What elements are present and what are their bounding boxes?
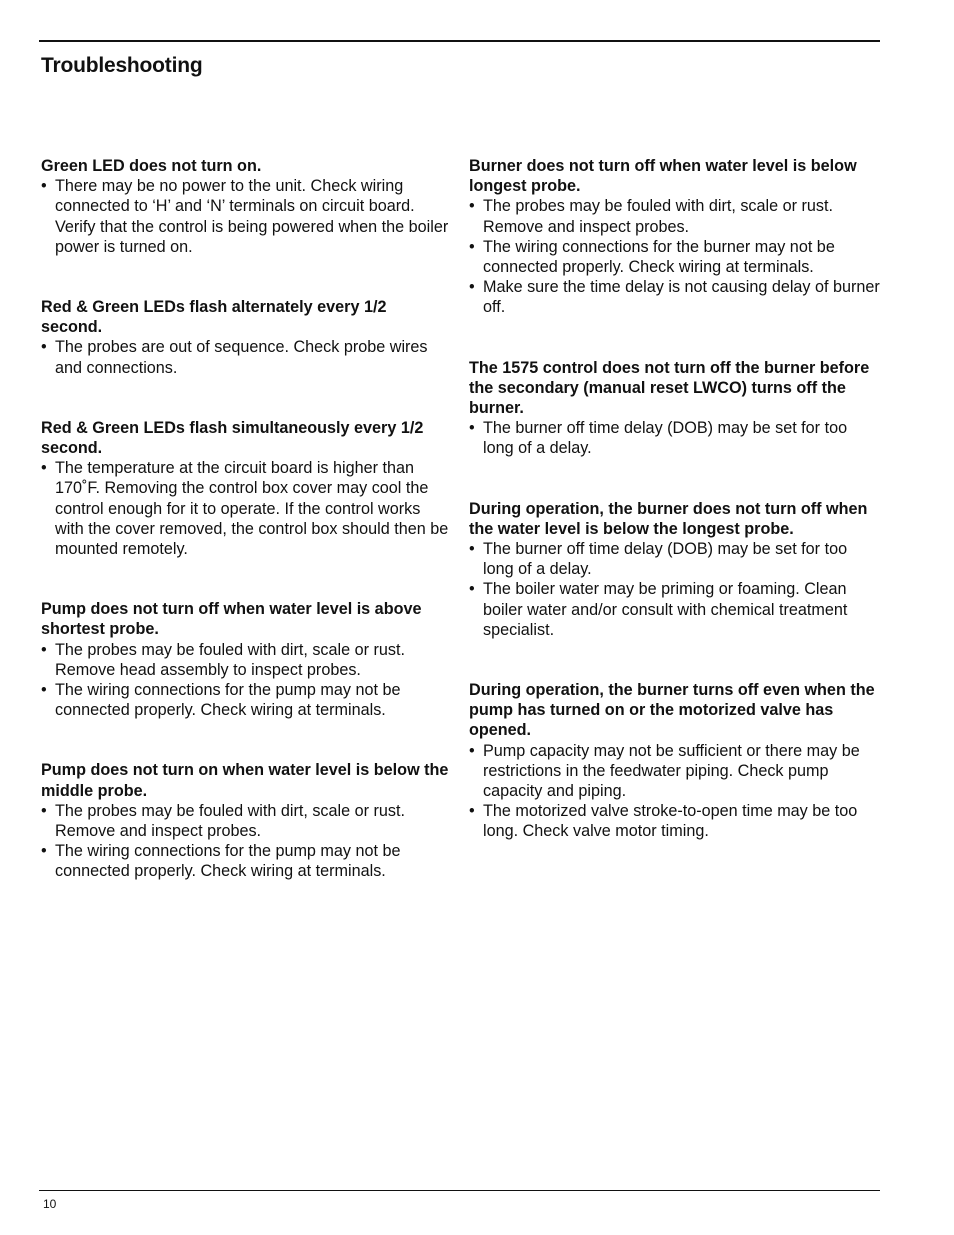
bullet-icon: • <box>469 580 475 599</box>
list-item <box>469 237 881 277</box>
troubleshooting-section <box>41 599 451 720</box>
bullet-icon: • <box>41 459 47 478</box>
list-item-text: The burner off time delay (DOB) may be set for too long of a delay. <box>483 540 848 579</box>
list-item <box>469 196 881 236</box>
page-title: Troubleshooting <box>41 54 203 77</box>
list-item <box>41 841 451 881</box>
remedy-list <box>469 196 881 317</box>
right-column <box>469 156 881 882</box>
list-item-text: The probes may be fouled with dirt, scale or rust. Remove and inspect probes. <box>483 197 833 236</box>
section-heading: The 1575 control does not turn off the burner before the secondary (manual reset LWCO) turns off the burner. <box>469 358 870 418</box>
troubleshooting-section <box>41 297 451 378</box>
bullet-icon: • <box>41 801 47 820</box>
list-item-text: The wiring connections for the burner may not be connected properly. Check wiring at terminals. <box>483 237 835 277</box>
troubleshooting-section <box>469 156 881 318</box>
list-item <box>469 801 881 841</box>
troubleshooting-section <box>41 760 451 881</box>
remedy-list <box>41 458 451 559</box>
bottom-rule <box>39 1190 880 1191</box>
list-item-text: The wiring connections for the pump may not be connected properly. Check wiring at terminals. <box>55 681 401 720</box>
list-item <box>41 458 451 559</box>
remedy-list <box>469 418 881 458</box>
list-item <box>41 337 451 377</box>
remedy-list <box>469 539 881 640</box>
bullet-icon: • <box>41 177 47 196</box>
list-item-text: The boiler water may be priming or foaming. Clean boiler water and/or consult with chemical treatment specialist. <box>483 580 848 639</box>
section-heading: Red & Green LEDs flash alternately every 1/2 second. <box>41 298 387 337</box>
troubleshooting-section <box>469 680 881 842</box>
left-column <box>41 156 451 922</box>
remedy-list <box>41 801 451 882</box>
list-item <box>41 176 451 257</box>
list-item <box>469 418 881 458</box>
section-heading: Pump does not turn off when water level is above shortest probe. <box>41 600 422 639</box>
bullet-icon: • <box>41 338 47 357</box>
list-item <box>469 579 881 640</box>
remedy-list <box>469 741 881 842</box>
list-item-text: The temperature at the circuit board is higher than 170˚F. Removing the control box cover may cool the control enough for it to operate. If the control works with the cover removed, the control box should then be mounted remotely. <box>55 459 449 559</box>
bullet-icon: • <box>41 640 47 659</box>
bullet-icon: • <box>41 842 47 861</box>
list-item-text: The burner off time delay (DOB) may be set for too long of a delay. <box>483 419 848 458</box>
bullet-icon: • <box>469 741 475 760</box>
list-item <box>41 801 451 841</box>
list-item-text: Make sure the time delay is not causing delay of burner off. <box>483 278 880 317</box>
list-item-text: The probes may be fouled with dirt, scale or rust. Remove head assembly to inspect probes. <box>55 640 405 679</box>
top-rule <box>39 40 880 42</box>
list-item <box>469 277 881 317</box>
troubleshooting-section <box>469 358 881 459</box>
section-heading: During operation, the burner turns off even when the pump has turned on or the motorized valve has opened. <box>469 681 875 740</box>
list-item <box>41 680 451 720</box>
list-item <box>469 539 881 579</box>
list-item-text: The probes may be fouled with dirt, scale or rust. Remove and inspect probes. <box>55 801 405 841</box>
bullet-icon: • <box>469 237 475 256</box>
section-heading: During operation, the burner does not turn off when the water level is below the longest probe. <box>469 499 868 538</box>
bullet-icon: • <box>469 419 475 438</box>
bullet-icon: • <box>469 278 475 297</box>
section-heading: Green LED does not turn on. <box>41 157 262 175</box>
troubleshooting-section <box>41 156 451 257</box>
bullet-icon: • <box>469 540 475 559</box>
list-item-text: The wiring connections for the pump may not be connected properly. Check wiring at terminals. <box>55 842 401 881</box>
list-item-text: The motorized valve stroke-to-open time may be too long. Check valve motor timing. <box>483 802 858 841</box>
section-heading: Red & Green LEDs flash simultaneously every 1/2 second. <box>41 418 424 458</box>
list-item <box>41 640 451 680</box>
list-item-text: Pump capacity may not be sufficient or there may be restrictions in the feedwater piping. Check pump capacity and piping. <box>483 741 860 801</box>
section-heading: Burner does not turn off when water level is below longest probe. <box>469 157 857 196</box>
list-item <box>469 741 881 802</box>
remedy-list <box>41 176 451 257</box>
list-item-text: There may be no power to the unit. Check wiring connected to ‘H’ and ‘N’ terminals on circuit board. Verify that the control is being powered when the boiler power is turned on. <box>55 177 449 256</box>
bullet-icon: • <box>41 681 47 700</box>
bullet-icon: • <box>469 802 475 821</box>
page-number: 10 <box>43 1197 57 1211</box>
bullet-icon: • <box>469 197 475 216</box>
remedy-list <box>41 337 451 377</box>
troubleshooting-section <box>469 499 881 640</box>
list-item-text: The probes are out of sequence. Check probe wires and connections. <box>55 338 428 377</box>
troubleshooting-section <box>41 418 451 559</box>
section-heading: Pump does not turn on when water level is below the middle probe. <box>41 761 449 800</box>
remedy-list <box>41 640 451 721</box>
